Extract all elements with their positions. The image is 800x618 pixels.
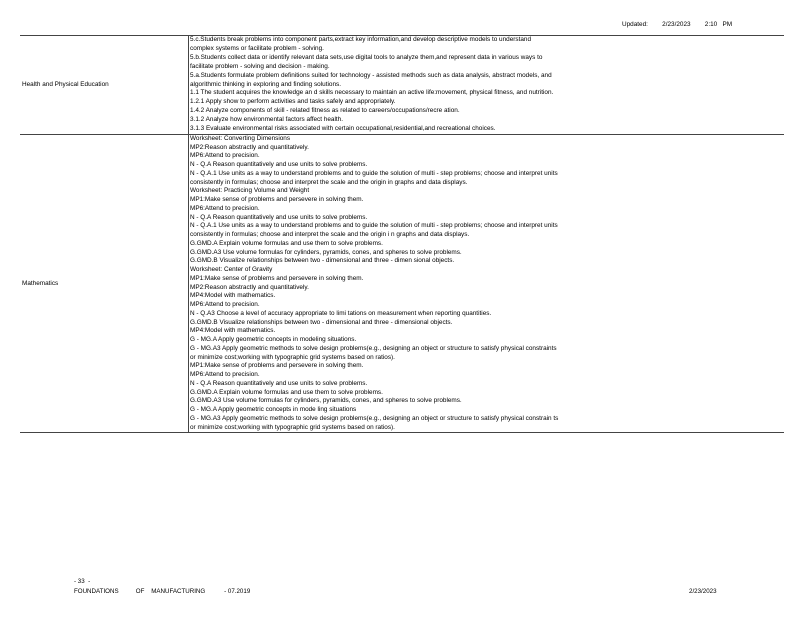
standard-line: N - Q.A Reason quantitatively and use units to solve problems. <box>190 161 368 169</box>
standard-line: consistently in formulas; choose and interpret the scale and the origin i n graphs and data displays. <box>190 231 470 239</box>
standard-line: MP6:Attend to precision. <box>190 204 260 212</box>
standard-line: complex systems or facilitate problem - solving. <box>190 44 324 52</box>
standard-line: G.GMD.A3 Use volume formulas for cylinders, pyramids, cones, and spheres to solve problems. <box>190 248 462 256</box>
standard-line: N - Q.A Reason quantitatively and use units to solve problems. <box>190 213 368 221</box>
standard-line: Worksheet: Center of Gravity <box>190 266 273 274</box>
standard-line: 5.c.Students break problems into component parts,extract key information,and develop descriptive models to understand <box>190 36 532 43</box>
footer-date: 2/23/2023 <box>689 588 717 595</box>
standard-line: MP6:Attend to precision. <box>190 301 260 309</box>
standard-line: G - MG.A Apply geometric concepts in modeling situations. <box>190 336 357 344</box>
subject-cell-mathematics: Mathematics <box>22 280 59 288</box>
standard-line: G.GMD.B Visualize relationships between two - dimensional and three - dimensional objects. <box>190 318 453 326</box>
standard-line: 1.1 The student acquires the knowledge an d skills necessary to maintain an active life:movement, physical fitness, and nutrition. <box>190 89 554 97</box>
standard-line: N - Q.A.1 Use units as a way to understand problems and to guide the solution of multi - step problems; choose and interpret units <box>190 169 558 177</box>
standards-cell-mathematics <box>188 135 784 433</box>
standard-line: MP1:Make sense of problems and persevere in solving them. <box>190 274 364 282</box>
standard-line: 3.1.2 Analyze how environmental factors affect health. <box>190 116 343 124</box>
standard-line: G.GMD.A Explain volume formulas and use them to solve problems. <box>190 388 383 396</box>
course-title: FOUNDATIONS OF MANUFACTURING - 07.2019 <box>74 588 251 595</box>
table-row-mathematics <box>20 135 784 434</box>
standard-line: G - MG.A3 Apply geometric methods to solve design problems(e.g., designing an object or structure to satisfy physical constraints <box>190 344 557 352</box>
standard-line: MP1:Make sense of problems and persevere in solving them. <box>190 362 364 370</box>
standard-line: algorithmic thinking in exploring and finding solutions. <box>190 80 341 88</box>
standard-line: facilitate problem - solving and decision - making. <box>190 62 330 70</box>
standard-line: N - Q.A Reason quantitatively and use units to solve problems. <box>190 379 368 387</box>
standard-line: consistently in formulas; choose and interpret the scale and the origin in graphs and data displays. <box>190 178 468 186</box>
standard-line: MP2:Reason abstractly and quantitatively. <box>190 283 309 291</box>
standard-line: 3.1.3 Evaluate environmental risks associated with certain occupational,residential,and recreational choices. <box>190 125 496 133</box>
standard-line: G.GMD.B Visualize relationships between two - dimensional and three - dimen sional objects. <box>190 257 455 265</box>
standard-line: MP4:Model with mathematics. <box>190 327 276 335</box>
standard-line: 1.2.1 Apply show to perform activities and tasks safely and appropriately. <box>190 98 396 106</box>
standard-line: MP2:Reason abstractly and quantitatively. <box>190 143 309 151</box>
standard-line: MP4:Model with mathematics. <box>190 292 276 300</box>
standard-line: MP1:Make sense of problems and persevere in solving them. <box>190 196 364 204</box>
standard-line: G.GMD.A3 Use volume formulas for cylinders, pyramids, cones, and spheres to solve problems. <box>190 397 462 405</box>
standard-line: G.GMD.A Explain volume formulas and use them to solve problems. <box>190 239 383 247</box>
standard-line: G - MG.A3 Apply geometric methods to solve design problems(e.g., designing an object or structure to satisfy physical constrain ts <box>190 414 559 422</box>
standard-line: 5.a.Students formulate problem definitions suited for technology - assisted methods such as data analysis, abstract models, and <box>190 71 552 79</box>
standard-line: 1.4.2 Analyze components of skill - related fitness as related to careers/occupations/recre ation. <box>190 107 460 115</box>
standard-line: 5.b.Students collect data or identify relevant data sets,use digital tools to analyze them,and represent data in various ways to <box>190 53 543 61</box>
table-row-health <box>20 36 784 135</box>
standard-line: Worksheet: Practicing Volume and Weight <box>190 187 310 195</box>
standard-line: G - MG.A Apply geometric concepts in mode ling situations <box>190 406 357 414</box>
standard-line: Worksheet: Converting Dimensions <box>190 134 291 142</box>
standard-line: or minimize cost;working with typographic grid systems based on ratios). <box>190 423 395 431</box>
updated-timestamp: Updated: 2/23/2023 2:10 PM <box>622 21 733 28</box>
standard-line: N - Q.A.1 Use units as a way to understand problems and to guide the solution of multi - step problems; choose and interpret units <box>190 222 558 230</box>
subject-cell-health: Health and Physical Education <box>22 81 109 89</box>
standard-line: MP6:Attend to precision. <box>190 371 260 379</box>
standard-line: N - Q.A3 Choose a level of accuracy appropriate to limi tations on measurement when reporting quantities. <box>190 309 492 317</box>
page-number: - 33 - <box>74 578 91 585</box>
standard-line: or minimize cost;working with typographic grid systems based on ratios). <box>190 353 395 361</box>
standard-line: MP6:Attend to precision. <box>190 152 260 160</box>
standards-table <box>20 35 784 433</box>
standards-cell-health <box>188 36 784 134</box>
